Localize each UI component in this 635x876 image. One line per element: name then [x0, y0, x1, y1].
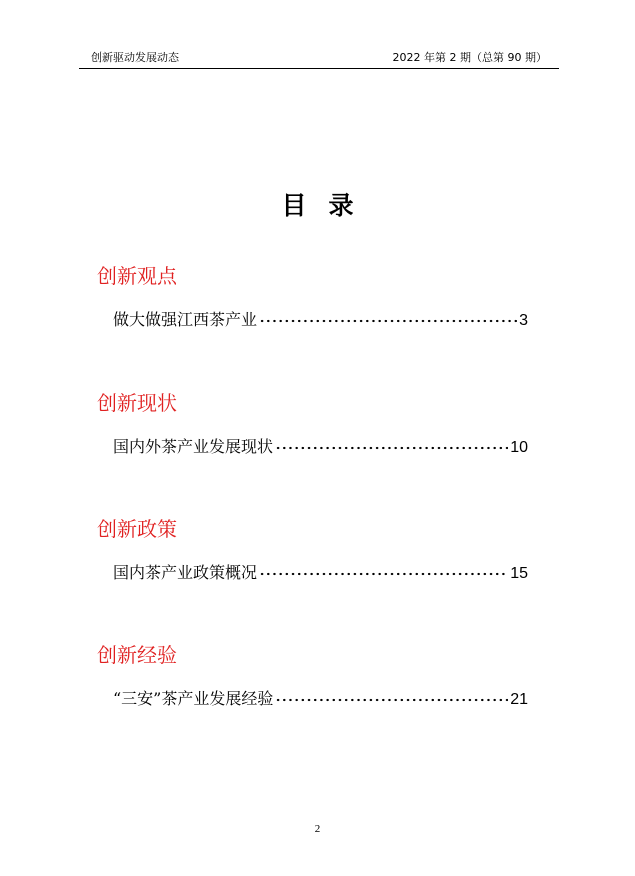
section-heading: 创新现状	[97, 391, 177, 415]
publication-name: 创新驱动发展动态	[91, 51, 179, 64]
toc-entry[interactable]	[113, 560, 528, 582]
toc-entry-page[interactable]: 10	[510, 439, 528, 456]
toc-entry-page[interactable]: 3	[519, 312, 528, 329]
toc-entry-title[interactable]: 国内外茶产业发展现状	[113, 437, 274, 456]
toc-entry-page[interactable]: 21	[510, 691, 528, 708]
running-header	[79, 48, 559, 69]
toc-entry-title[interactable]: “三安”茶产业发展经验	[113, 689, 274, 708]
toc-title: 目录	[281, 191, 376, 220]
section-heading: 创新政策	[97, 517, 177, 541]
dot-leader	[275, 695, 508, 705]
toc-entry[interactable]	[113, 307, 528, 329]
toc-entry-title[interactable]: 国内茶产业政策概况	[113, 563, 258, 582]
toc-entry[interactable]	[113, 686, 528, 708]
dot-leader	[259, 316, 517, 326]
toc-entry[interactable]	[113, 434, 528, 456]
page-number: 2	[314, 823, 321, 835]
section-heading: 创新观点	[97, 264, 177, 288]
toc-entry-page[interactable]: 15	[510, 565, 528, 582]
toc-entry-title[interactable]: 做大做强江西茶产业	[113, 310, 258, 329]
issue-number: 2022 年第 2 期（总第 90 期）	[392, 51, 547, 64]
dot-leader	[275, 443, 508, 453]
dot-leader	[259, 569, 508, 579]
section-heading: 创新经验	[97, 643, 177, 667]
